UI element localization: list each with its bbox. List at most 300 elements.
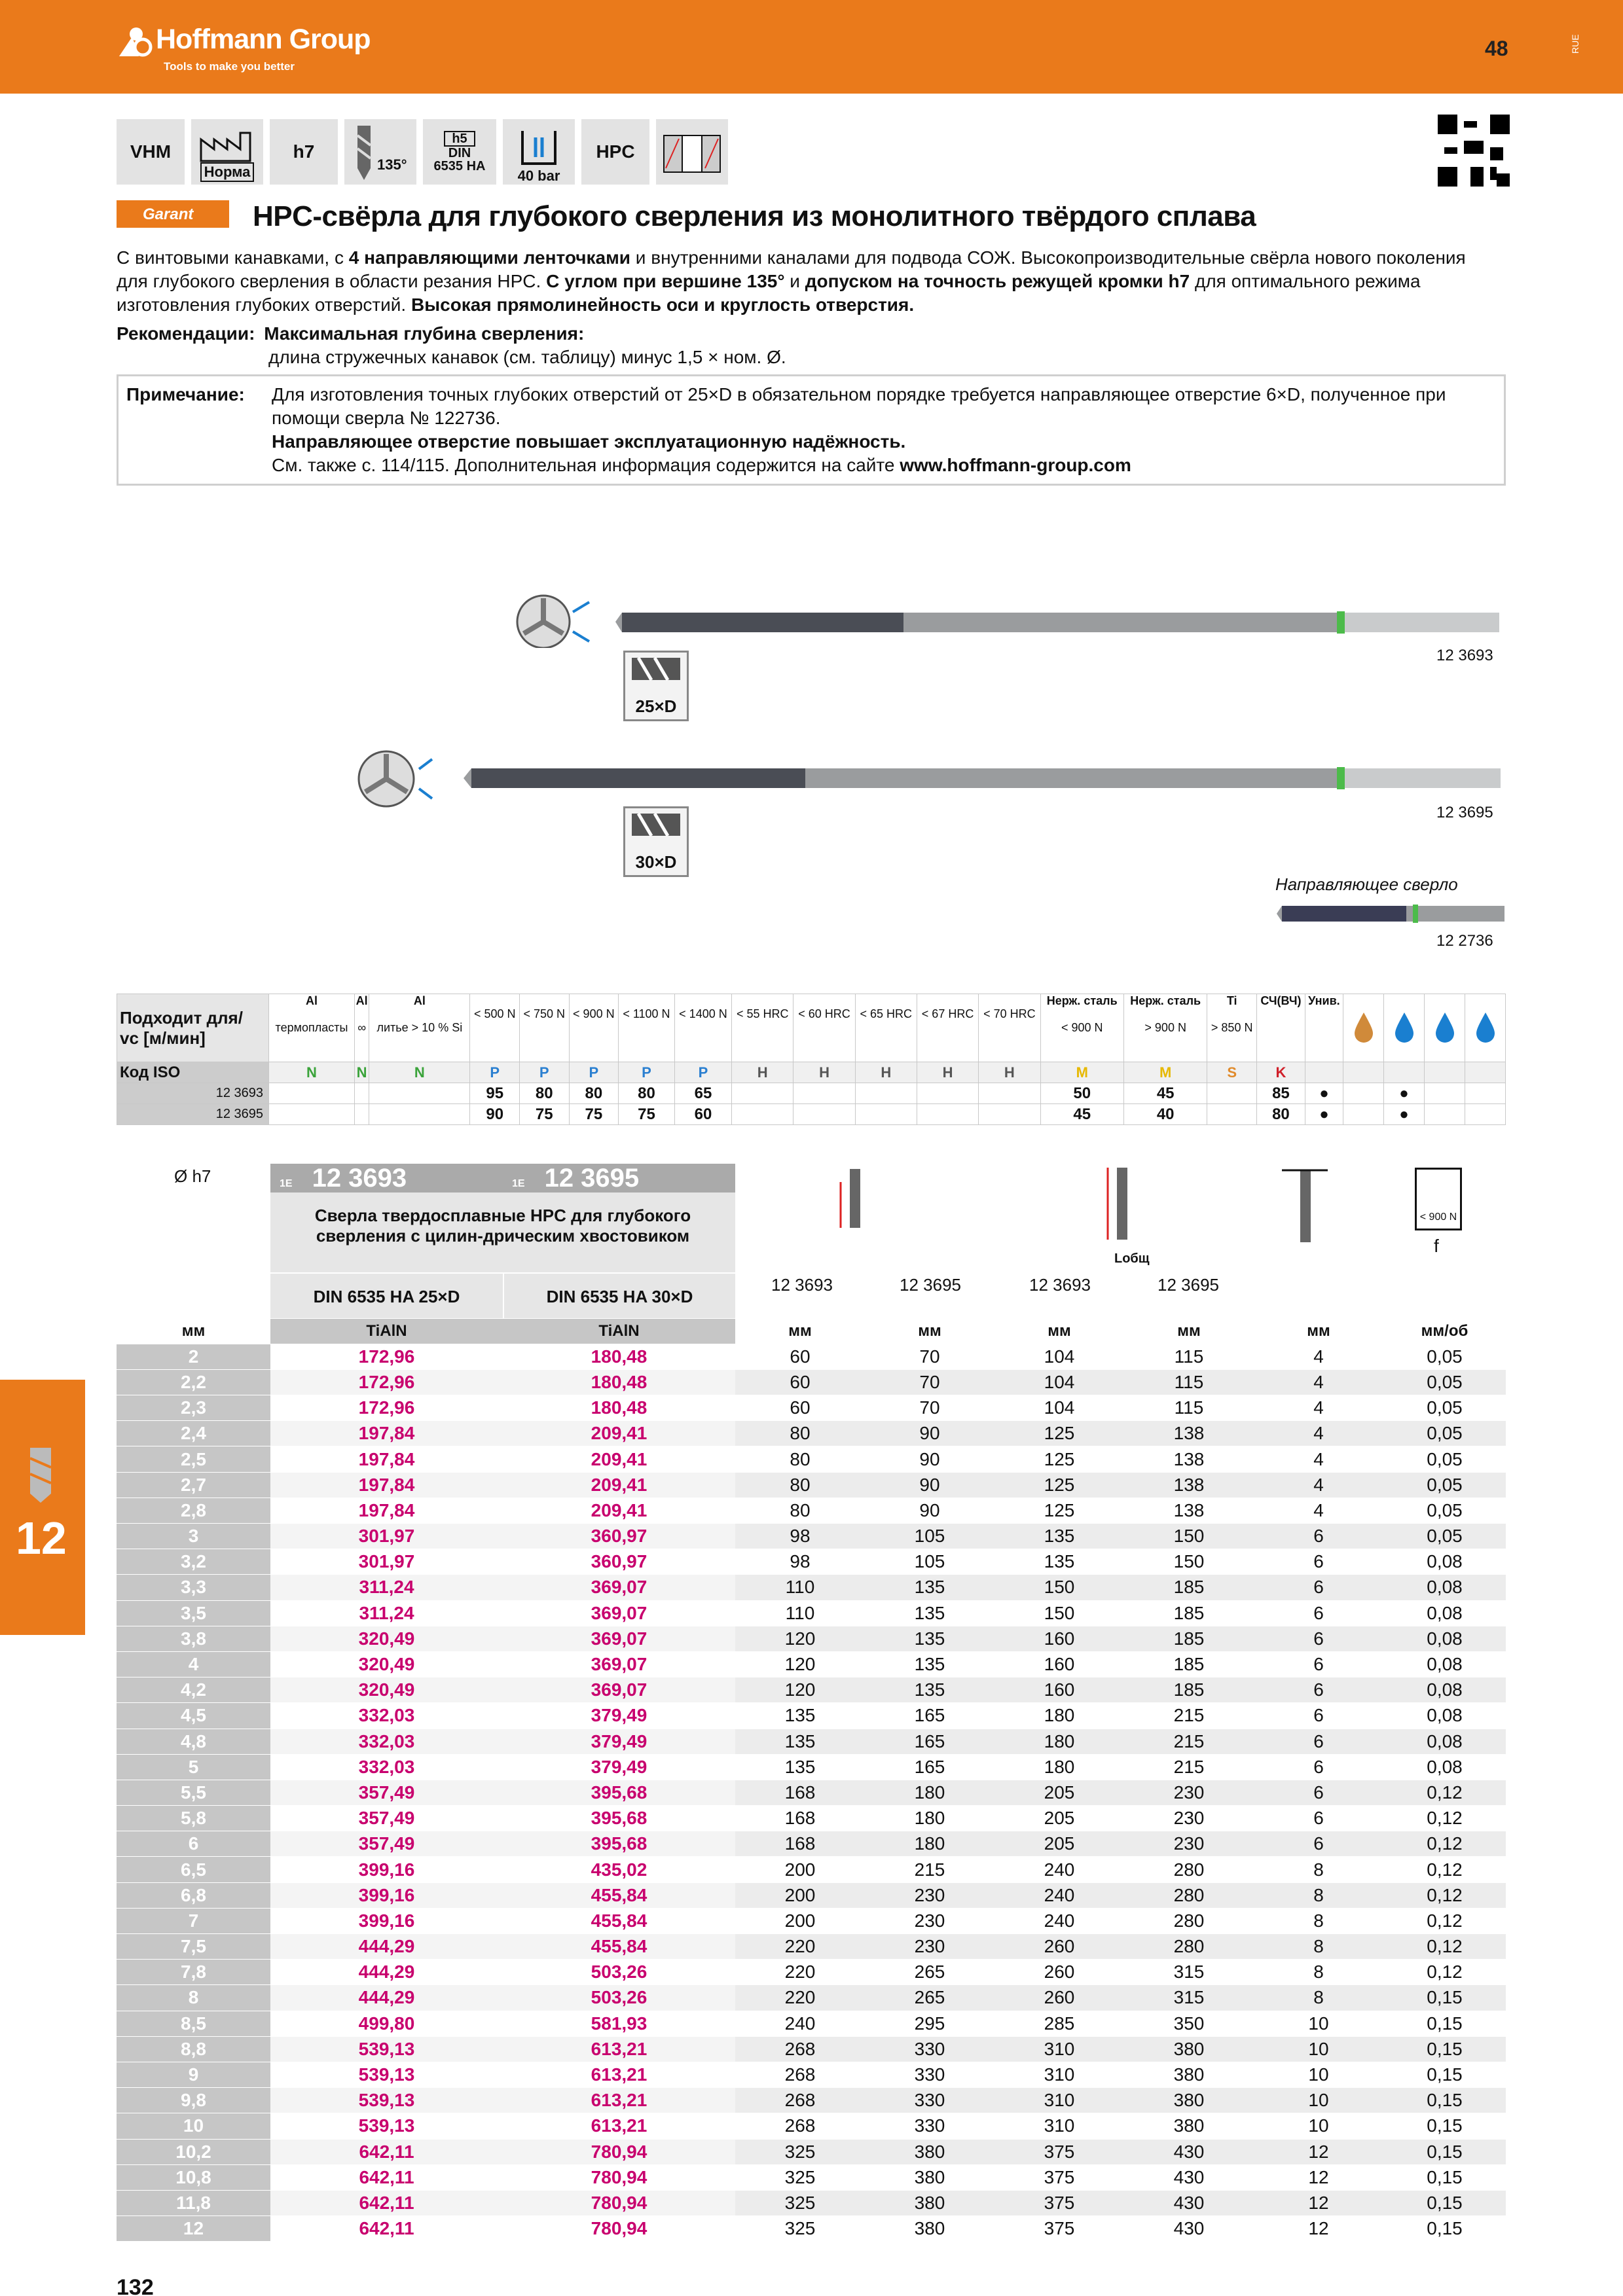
price-cell[interactable]: 369,07 (503, 1575, 735, 1600)
value-cell: 0,12 (1383, 1806, 1506, 1831)
pict-vhm (117, 119, 185, 185)
price-cell[interactable]: 369,07 (503, 1600, 735, 1626)
mat-value: 65 (674, 1083, 731, 1104)
mat-col-sub: < 67 HRC (921, 1007, 974, 1020)
value-cell: 0,15 (1383, 2011, 1506, 2036)
value-cell: 180 (994, 1729, 1124, 1754)
value-cell: 380 (1124, 2088, 1254, 2113)
pict-coolant (503, 119, 575, 185)
price-cell[interactable]: 379,49 (503, 1754, 735, 1780)
value-cell: 70 (865, 1395, 994, 1421)
value-cell: 4 (1254, 1498, 1383, 1523)
intro-t2: и внутренними каналами для подвода СОЖ. Высокопроизводительные свёрла нового поколения (630, 247, 1466, 268)
intro-t4: и (784, 271, 805, 291)
flute-icon (625, 653, 687, 685)
iso-code (1305, 1062, 1343, 1083)
price-cell[interactable]: 332,03 (270, 1729, 503, 1754)
diameter-cell: 3,2 (117, 1549, 270, 1575)
price-cell[interactable]: 209,41 (503, 1421, 735, 1446)
price-cell[interactable]: 395,68 (503, 1831, 735, 1857)
col-code-123695 (503, 1164, 735, 1193)
mat-col-sub: ∞ (357, 1021, 367, 1034)
mat-value (1465, 1104, 1506, 1125)
col-diameter-h7: Ø h7 (174, 1166, 211, 1186)
price-cell[interactable]: 209,41 (503, 1446, 735, 1472)
mat-value (1343, 1083, 1384, 1104)
value-cell: 6 (1254, 1831, 1383, 1857)
mat-value: 75 (520, 1104, 570, 1125)
price-cell[interactable]: 360,97 (503, 1524, 735, 1549)
mat-value (269, 1083, 355, 1104)
note-box (117, 374, 1506, 486)
value-cell: 135 (994, 1524, 1124, 1549)
price-cell[interactable]: 180,48 (503, 1344, 735, 1369)
drill-tip-icon (351, 122, 377, 181)
value-cell: 135 (865, 1677, 994, 1703)
mat-value: 80 (520, 1083, 570, 1104)
code-123693-label: 12 3693 (312, 1164, 407, 1193)
diameter-cell: 3,3 (117, 1575, 270, 1600)
value-cell: 180 (865, 1831, 994, 1857)
value-cell: 380 (1124, 2036, 1254, 2062)
diameter-cell: 2,8 (117, 1498, 270, 1523)
hoffmann-logo[interactable] (117, 24, 392, 82)
pict-hpc (581, 119, 649, 185)
value-cell: 8 (1254, 1934, 1383, 1960)
iso-code: H (917, 1062, 978, 1083)
value-cell: 200 (735, 1882, 865, 1908)
diameter-cell: 6 (117, 1831, 270, 1857)
table-row (117, 1754, 1506, 1780)
mat-value (979, 1083, 1040, 1104)
diameter-cell: 10 (117, 2113, 270, 2139)
mat-value (855, 1104, 917, 1125)
value-cell: 0,08 (1383, 1575, 1506, 1600)
diameter-cell: 5,8 (117, 1806, 270, 1831)
price-cell[interactable]: 780,94 (503, 2190, 735, 2215)
value-cell: 135 (735, 1729, 865, 1754)
unit-cell: мм (865, 1318, 994, 1344)
price-cell[interactable]: 197,84 (270, 1446, 503, 1472)
ratio-30xd-label: 30×D (635, 852, 677, 872)
mat-col (1305, 994, 1343, 1062)
unit-cell: мм (735, 1318, 865, 1344)
value-cell: 150 (1124, 1549, 1254, 1575)
diameter-cell: 3 (117, 1524, 270, 1549)
feed-f-label: f (1434, 1236, 1439, 1256)
price-cell[interactable]: 613,21 (503, 2088, 735, 2113)
value-cell: 165 (865, 1729, 994, 1754)
value-cell: 0,08 (1383, 1729, 1506, 1754)
price-cell[interactable]: 301,97 (270, 1524, 503, 1549)
value-cell: 165 (865, 1703, 994, 1729)
mat-value (1207, 1083, 1257, 1104)
value-cell: 330 (865, 2062, 994, 2087)
value-cell: 160 (994, 1651, 1124, 1677)
logo-icon (117, 25, 153, 58)
pict-din-label: DIN (448, 146, 471, 160)
price-cell[interactable]: 320,49 (270, 1651, 503, 1677)
mat-value (917, 1083, 978, 1104)
price-cell[interactable]: 301,97 (270, 1549, 503, 1575)
mat-value (355, 1083, 369, 1104)
mat-col-sub: термопласты (275, 1021, 348, 1034)
value-cell: 135 (865, 1626, 994, 1651)
mat-col (917, 994, 978, 1062)
diameter-cell: 5 (117, 1754, 270, 1780)
mat-col-top: Al (356, 994, 368, 1007)
value-cell: 115 (1124, 1395, 1254, 1421)
table-row (117, 1780, 1506, 1805)
value-cell: 120 (735, 1626, 865, 1651)
value-cell: 265 (865, 1960, 994, 1985)
price-cell[interactable]: 613,21 (503, 2062, 735, 2087)
mat-value: 85 (1256, 1083, 1305, 1104)
price-cell[interactable]: 311,24 (270, 1575, 503, 1600)
value-cell: 0,15 (1383, 2139, 1506, 2164)
note-l4: См. также с. 114/115. Дополнительная информация содержится на сайте (272, 455, 900, 475)
value-cell: 240 (994, 1882, 1124, 1908)
diameter-cell: 2,7 (117, 1472, 270, 1498)
mat-col (979, 994, 1040, 1062)
price-cell[interactable]: 332,03 (270, 1703, 503, 1729)
value-cell: 138 (1124, 1498, 1254, 1523)
price-cell[interactable]: 503,26 (503, 1960, 735, 1985)
mat-col (520, 994, 570, 1062)
price-cell[interactable]: 320,49 (270, 1626, 503, 1651)
table-row (117, 1857, 1506, 1882)
mat-col-sub: < 1100 N (623, 1007, 670, 1020)
price-cell[interactable]: 379,49 (503, 1703, 735, 1729)
value-cell: 0,08 (1383, 1549, 1506, 1575)
qr-code-icon[interactable] (1438, 114, 1510, 187)
mat-value: 45 (1040, 1104, 1123, 1125)
table-row (117, 1677, 1506, 1703)
garant-label: Garant (143, 206, 194, 223)
value-cell: 8 (1254, 1985, 1383, 2011)
value-cell: 60 (735, 1369, 865, 1395)
price-cell[interactable]: 197,84 (270, 1472, 503, 1498)
diameter-cell: 10,8 (117, 2164, 270, 2190)
table-row (117, 2036, 1506, 2062)
price-cell[interactable]: 503,26 (503, 1985, 735, 2011)
mat-value (793, 1083, 855, 1104)
value-cell: 185 (1124, 1575, 1254, 1600)
price-cell[interactable]: 642,11 (270, 2164, 503, 2190)
value-cell: 104 (994, 1369, 1124, 1395)
value-cell: 430 (1124, 2216, 1254, 2242)
price-cell[interactable]: 180,48 (503, 1395, 735, 1421)
price-cell[interactable]: 581,93 (503, 2011, 735, 2036)
value-cell: 135 (865, 1651, 994, 1677)
diameter-cell: 2,2 (117, 1369, 270, 1395)
price-cell[interactable]: 539,13 (270, 2088, 503, 2113)
value-cell: 6 (1254, 1626, 1383, 1651)
price-cell[interactable]: 399,16 (270, 1882, 503, 1908)
diameter-cell: 7,5 (117, 1934, 270, 1960)
table-row (117, 1446, 1506, 1472)
value-cell: 240 (994, 1908, 1124, 1933)
value-cell: 0,15 (1383, 2036, 1506, 2062)
value-cell: 6 (1254, 1754, 1383, 1780)
price-cell[interactable]: 613,21 (503, 2113, 735, 2139)
price-cell[interactable]: 320,49 (270, 1677, 503, 1703)
value-cell: 4 (1254, 1472, 1383, 1498)
price-cell[interactable]: 357,49 (270, 1780, 503, 1805)
price-cell[interactable]: 444,29 (270, 1960, 503, 1985)
diameter-cell: 3,5 (117, 1600, 270, 1626)
table-row (117, 1703, 1506, 1729)
value-cell: 0,12 (1383, 1934, 1506, 1960)
code-123695-label: 12 3695 (544, 1164, 640, 1193)
price-cell[interactable]: 455,84 (503, 1934, 735, 1960)
price-cell[interactable]: 332,03 (270, 1754, 503, 1780)
price-cell[interactable]: 642,11 (270, 2216, 503, 2242)
value-cell: 230 (1124, 1831, 1254, 1857)
mat-col-top: Нерж. сталь (1046, 994, 1118, 1007)
price-cell[interactable]: 369,07 (503, 1626, 735, 1651)
catalog-page-number: 48 (1485, 37, 1508, 60)
website-link[interactable]: www.hoffmann-group.com (900, 455, 1131, 475)
iso-code: N (355, 1062, 369, 1083)
value-cell: 380 (865, 2139, 994, 2164)
mat-col (1040, 994, 1123, 1062)
table-row (117, 1882, 1506, 1908)
table-row (117, 2190, 1506, 2215)
mat-value: ● (1305, 1083, 1343, 1104)
diameter-cell: 2,5 (117, 1446, 270, 1472)
value-cell: 380 (865, 2190, 994, 2215)
price-cell[interactable]: 455,84 (503, 1882, 735, 1908)
iso-code: M (1123, 1062, 1207, 1083)
mat-value (1425, 1083, 1465, 1104)
value-cell: 80 (735, 1421, 865, 1446)
value-cell: 260 (994, 1934, 1124, 1960)
price-cell[interactable]: 780,94 (503, 2164, 735, 2190)
value-cell: 0,08 (1383, 1703, 1506, 1729)
mat-col-top: Нерж. сталь (1130, 994, 1201, 1007)
pict-angle (344, 119, 416, 185)
value-cell: 185 (1124, 1600, 1254, 1626)
value-cell: 105 (865, 1549, 994, 1575)
mat-col (369, 994, 470, 1062)
table-row (117, 2216, 1506, 2242)
value-cell: 135 (865, 1575, 994, 1600)
value-cell: 230 (865, 1882, 994, 1908)
pict-deephole (656, 119, 728, 185)
coolant-icon (516, 131, 562, 168)
mat-col (355, 994, 369, 1062)
price-cell[interactable]: 209,41 (503, 1472, 735, 1498)
price-cell[interactable]: 444,29 (270, 1934, 503, 1960)
price-cell[interactable]: 399,16 (270, 1857, 503, 1882)
price-cell[interactable]: 357,49 (270, 1831, 503, 1857)
value-cell: 8 (1254, 1908, 1383, 1933)
diameter-cell: 2,3 (117, 1395, 270, 1421)
value-cell: 0,15 (1383, 2216, 1506, 2242)
iso-blank (1343, 1062, 1384, 1083)
value-cell: 325 (735, 2139, 865, 2164)
value-cell: 6 (1254, 1780, 1383, 1805)
table-row (117, 1831, 1506, 1857)
value-cell: 310 (994, 2088, 1124, 2113)
price-cell[interactable]: 444,29 (270, 1985, 503, 2011)
price-cell[interactable]: 780,94 (503, 2139, 735, 2164)
price-cell[interactable]: 197,84 (270, 1421, 503, 1446)
price-cell[interactable]: 399,16 (270, 1908, 503, 1933)
value-cell: 230 (865, 1908, 994, 1933)
iso-code: K (1256, 1062, 1305, 1083)
mat-col (1207, 994, 1257, 1062)
unit-cell: TiAlN (503, 1318, 735, 1344)
value-cell: 120 (735, 1651, 865, 1677)
value-cell: 230 (865, 1934, 994, 1960)
intro-t6: изготовления глубоких отверстий. (117, 295, 411, 315)
value-cell: 380 (865, 2164, 994, 2190)
din-30xd: DIN 6535 HA 30×D (503, 1272, 735, 1318)
price-cell[interactable]: 172,96 (270, 1344, 503, 1369)
din-25xd: DIN 6535 HA 25×D (270, 1272, 503, 1318)
chapter-tab[interactable] (0, 1380, 85, 1635)
value-cell: 10 (1254, 2088, 1383, 2113)
diameter-cell: 12 (117, 2216, 270, 2242)
mat-col (793, 994, 855, 1062)
value-cell: 0,12 (1383, 1882, 1506, 1908)
value-cell: 375 (994, 2190, 1124, 2215)
value-cell: 260 (994, 1985, 1124, 2011)
value-cell: 12 (1254, 2164, 1383, 2190)
mat-value: 60 (674, 1104, 731, 1125)
mat-col (732, 994, 793, 1062)
price-cell[interactable]: 435,02 (503, 1857, 735, 1882)
value-cell: 0,12 (1383, 1780, 1506, 1805)
iso-code: P (470, 1062, 520, 1083)
value-cell: 10 (1254, 2036, 1383, 2062)
price-cell[interactable]: 613,21 (503, 2036, 735, 2062)
recommendations (117, 322, 1511, 369)
value-cell: 0,05 (1383, 1421, 1506, 1446)
value-cell: 180 (994, 1754, 1124, 1780)
mat-row-id: 12 3693 (117, 1083, 269, 1104)
mat-value (855, 1083, 917, 1104)
diameter-cell: 3,8 (117, 1626, 270, 1651)
value-cell: 0,15 (1383, 2190, 1506, 2215)
price-cell[interactable]: 180,48 (503, 1369, 735, 1395)
value-cell: 80 (735, 1446, 865, 1472)
iso-code: P (569, 1062, 619, 1083)
value-cell: 70 (865, 1344, 994, 1369)
value-cell: 6 (1254, 1524, 1383, 1549)
price-cell[interactable]: 642,11 (270, 2139, 503, 2164)
value-cell: 115 (1124, 1369, 1254, 1395)
value-cell: 60 (735, 1395, 865, 1421)
value-cell: 325 (735, 2216, 865, 2242)
price-cell[interactable]: 311,24 (270, 1600, 503, 1626)
value-cell: 375 (994, 2164, 1124, 2190)
unit-prefix: 1E (280, 1178, 293, 1189)
page-title: HPC-свёрла для глубокого сверления из монолитного твёрдого сплава (253, 200, 1256, 232)
price-cell[interactable]: 539,13 (270, 2036, 503, 2062)
value-cell: 185 (1124, 1677, 1254, 1703)
price-cell[interactable]: 357,49 (270, 1806, 503, 1831)
value-cell: 0,05 (1383, 1524, 1506, 1549)
price-cell[interactable]: 360,97 (503, 1549, 735, 1575)
price-cell[interactable]: 395,68 (503, 1780, 735, 1805)
mat-col-sub: > 900 N (1144, 1021, 1186, 1034)
table-row (117, 2088, 1506, 2113)
price-cell[interactable]: 369,07 (503, 1651, 735, 1677)
price-cell[interactable]: 455,84 (503, 1908, 735, 1933)
price-cell[interactable]: 379,49 (503, 1729, 735, 1754)
value-cell: 10 (1254, 2011, 1383, 2036)
value-cell: 0,12 (1383, 1960, 1506, 1985)
value-cell: 430 (1124, 2190, 1254, 2215)
price-cell[interactable]: 539,13 (270, 2113, 503, 2139)
price-cell[interactable]: 197,84 (270, 1498, 503, 1523)
value-cell: 230 (1124, 1780, 1254, 1805)
coolant-type-icon (1343, 994, 1384, 1062)
price-cell[interactable]: 539,13 (270, 2062, 503, 2087)
value-cell: 268 (735, 2113, 865, 2139)
diameter-cell: 4,5 (117, 1703, 270, 1729)
mat-value: 95 (470, 1083, 520, 1104)
price-cell[interactable]: 369,07 (503, 1677, 735, 1703)
mat-value (917, 1104, 978, 1125)
table-row (117, 1524, 1506, 1549)
brand-tagline: Tools to make you better (164, 60, 295, 73)
unit-cell: мм (1124, 1318, 1254, 1344)
value-cell: 125 (994, 1498, 1124, 1523)
price-cell[interactable]: 395,68 (503, 1806, 735, 1831)
value-cell: 325 (735, 2164, 865, 2190)
price-cell[interactable]: 172,96 (270, 1395, 503, 1421)
pict-shank (423, 119, 496, 185)
value-cell: 6 (1254, 1806, 1383, 1831)
value-cell: 215 (1124, 1703, 1254, 1729)
value-cell: 125 (994, 1446, 1124, 1472)
drill-code-123693: 12 3693 (1436, 647, 1493, 664)
mat-value (369, 1083, 470, 1104)
price-cell[interactable]: 780,94 (503, 2216, 735, 2242)
coolant-type-icon (1384, 994, 1425, 1062)
intro-t3: для глубокого сверления в области резания HPC. (117, 271, 547, 291)
price-cell[interactable]: 642,11 (270, 2190, 503, 2215)
value-cell: 6 (1254, 1600, 1383, 1626)
note-label: Примечание: (126, 384, 245, 404)
mat-col-sub: < 55 HRC (736, 1007, 789, 1020)
value-cell: 80 (735, 1472, 865, 1498)
value-cell: 0,12 (1383, 1908, 1506, 1933)
value-cell: 160 (994, 1677, 1124, 1703)
iso-code: S (1207, 1062, 1257, 1083)
value-cell: 0,08 (1383, 1754, 1506, 1780)
value-cell: 220 (735, 1985, 865, 2011)
value-cell: 0,05 (1383, 1498, 1506, 1523)
value-cell: 6 (1254, 1651, 1383, 1677)
table-row (117, 2113, 1506, 2139)
mat-col (855, 994, 917, 1062)
price-cell[interactable]: 172,96 (270, 1369, 503, 1395)
mat-value: 75 (569, 1104, 619, 1125)
value-cell: 4 (1254, 1344, 1383, 1369)
unit-cell: мм (994, 1318, 1124, 1344)
mat-col-sub: < 900 N (1061, 1021, 1103, 1034)
price-cell[interactable]: 499,80 (270, 2011, 503, 2036)
price-cell[interactable]: 209,41 (503, 1498, 735, 1523)
value-cell: 165 (865, 1754, 994, 1780)
drill-chapter-icon (14, 1445, 67, 1504)
diameter-cell: 4,2 (117, 1677, 270, 1703)
